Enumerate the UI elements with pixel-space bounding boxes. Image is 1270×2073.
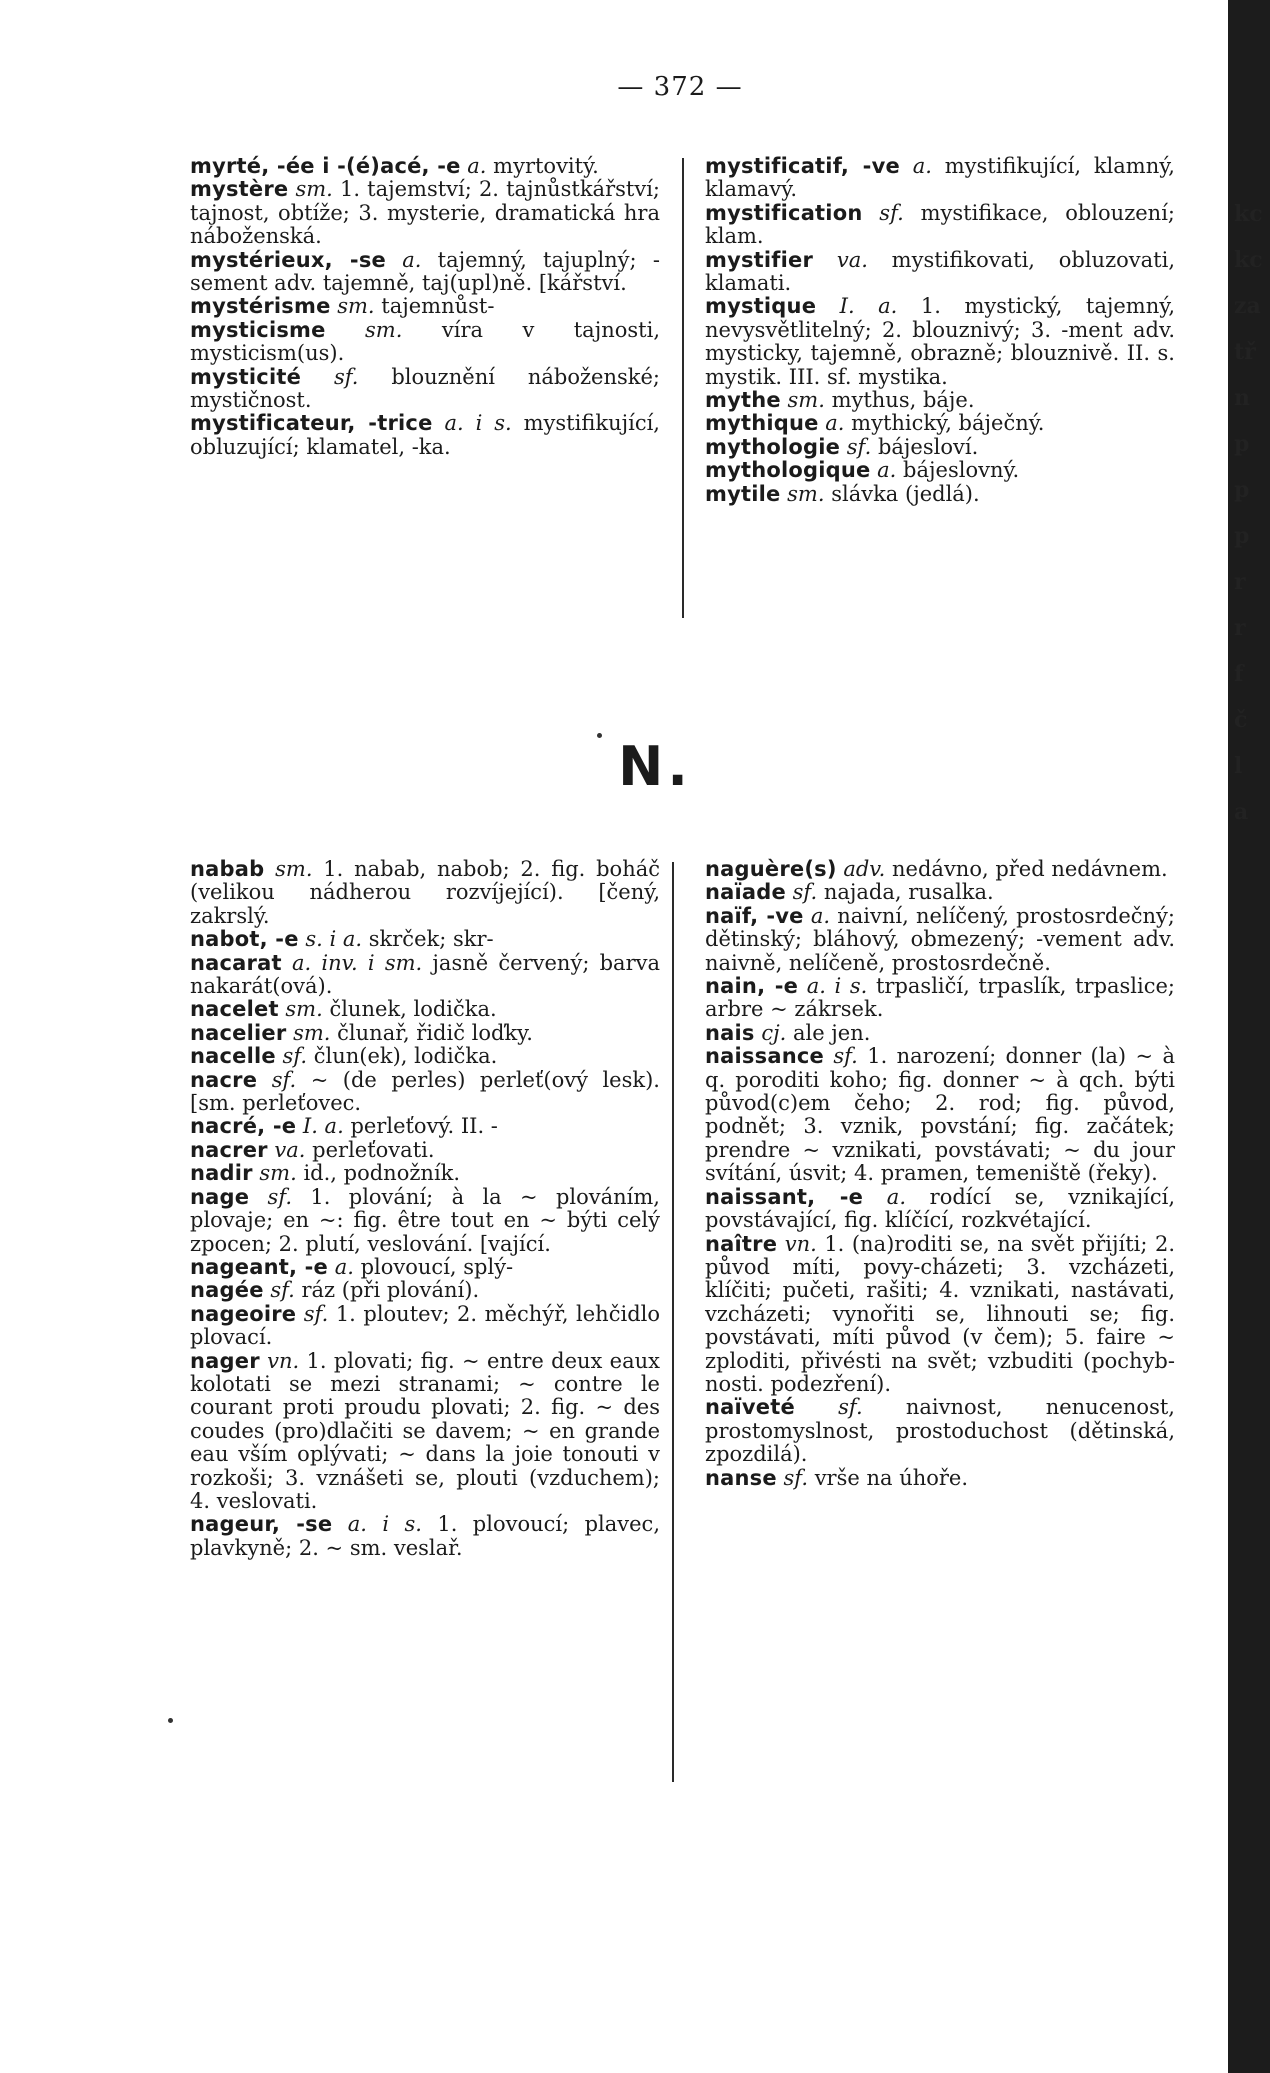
entry-definition: 1. tajemství; 2. tajnůstkářství; tajnost, obtíže; 3. mysterie, dramatická hra náboženská. xyxy=(190,177,660,249)
dictionary-entry xyxy=(190,998,660,1021)
entry-grammar: a. xyxy=(402,247,422,272)
entry-headword: mystificateur, -trice xyxy=(190,411,433,436)
entry-headword: nain, -e xyxy=(705,974,799,999)
entry-grammar: a. inv. i sm. xyxy=(291,950,423,975)
dictionary-entry xyxy=(190,155,660,178)
entry-grammar: sf. xyxy=(303,1301,329,1326)
entry-headword: mysticité xyxy=(190,364,302,389)
column-top-right xyxy=(705,155,1175,506)
entry-headword: mythologie xyxy=(705,434,841,459)
adjacent-page-fragment: l xyxy=(1234,753,1243,779)
entry-definition: mythický, báječný. xyxy=(851,411,1045,436)
print-speck xyxy=(597,733,602,738)
dictionary-entry xyxy=(190,1069,660,1116)
dictionary-entry xyxy=(190,295,660,318)
dictionary-entry xyxy=(705,975,1175,1022)
entry-definition: blouznění náboženské; mystičnost. xyxy=(190,364,660,413)
dictionary-entry xyxy=(190,1350,660,1514)
entry-headword: mystificatif, -ve xyxy=(705,154,900,178)
entry-definition: 1. (na)roditi se, na svět přijíti; 2. původ míti, povy-cházeti; 3. vzcházeti, klíčiti; pučeti, rašiti; 4. vznikati, nastávati, vzcházeti; vynořiti se, lihnouti se; fig. povstávati, míti původ (v čem); 5. faire ~ zploditi, přivésti na svět; vzbuditi (pochybnosti. podezření). xyxy=(705,1231,1176,1396)
entry-grammar: sm. xyxy=(787,388,825,413)
entry-definition: id., podnožník. xyxy=(303,1161,461,1186)
entry-grammar: sf. xyxy=(783,1465,808,1490)
entry-headword: naissance xyxy=(705,1044,824,1069)
dictionary-entry xyxy=(190,1162,660,1185)
adjacent-page-fragment: r xyxy=(1234,569,1246,595)
adjacent-page-fragment: tř xyxy=(1234,339,1256,365)
entry-definition: 1. nabab, nabob; 2. fig. boháč (velikou nádherou rozvíjející). [čený, zakrslý. xyxy=(190,857,660,928)
entry-headword: nacrer xyxy=(190,1137,268,1162)
entry-headword: nacelier xyxy=(190,1020,287,1045)
entry-grammar: cj. xyxy=(761,1020,787,1045)
entry-headword: nanse xyxy=(705,1465,777,1490)
entry-headword: mystique xyxy=(705,294,817,319)
entry-definition: člunek, lodička. xyxy=(329,997,497,1022)
entry-headword: mysticisme xyxy=(190,317,326,342)
entry-headword: mythe xyxy=(705,388,781,413)
entry-grammar: a. i s. xyxy=(806,974,868,999)
entry-headword: naissant, -e xyxy=(705,1184,864,1209)
entry-grammar: sf. xyxy=(792,880,818,905)
dictionary-entry xyxy=(190,1513,660,1560)
entry-grammar: sm. xyxy=(275,857,313,881)
entry-headword: nadir xyxy=(190,1161,253,1186)
dictionary-entry xyxy=(190,1022,660,1045)
entry-grammar: sf. xyxy=(846,434,872,459)
entry-definition: ráz (při plování). xyxy=(301,1278,480,1303)
dictionary-entry xyxy=(190,249,660,296)
dictionary-entry xyxy=(190,412,660,459)
entry-headword: nais xyxy=(705,1020,755,1045)
entry-headword: naïveté xyxy=(705,1395,795,1420)
entry-grammar: sm. xyxy=(365,317,403,342)
entry-grammar: a. xyxy=(877,458,897,483)
dictionary-entry xyxy=(705,295,1175,389)
adjacent-page-fragment: za xyxy=(1234,293,1261,319)
entry-definition: 1. ploutev; 2. měchýř, lehčidlo plovací. xyxy=(190,1301,660,1350)
dictionary-entry xyxy=(705,1233,1175,1397)
entry-grammar: sf. xyxy=(267,1184,293,1209)
entry-definition: plovoucí, splý- xyxy=(360,1254,514,1279)
section-letter: N. xyxy=(618,735,692,798)
adjacent-page-fragment: č xyxy=(1234,707,1248,733)
entry-definition: slávka (jedlá). xyxy=(831,481,980,506)
entry-headword: nabot, -e xyxy=(190,927,299,952)
entry-definition: jasně červený; barva nakarát(ová). xyxy=(190,950,660,999)
dictionary-entry xyxy=(705,436,1175,459)
dictionary-entry xyxy=(705,1022,1175,1045)
entry-headword: mythologique xyxy=(705,458,871,483)
entry-headword: nager xyxy=(190,1348,260,1373)
entry-definition: naivní, nelíčený, prostosrdečný; dětinský; bláhový, obmezený; -vement adv. naivně, nelíčeně, prostosrdečně. xyxy=(705,903,1175,975)
dictionary-entry xyxy=(705,249,1175,296)
entry-grammar: sm. xyxy=(285,997,323,1022)
column-bottom-left xyxy=(190,858,660,1560)
adjacent-page-fragment: a xyxy=(1234,799,1249,825)
entry-headword: nacelet xyxy=(190,997,279,1022)
entry-definition: myrtovitý. xyxy=(493,154,599,178)
entry-headword: nage xyxy=(190,1184,250,1209)
adjacent-page-fragment: r xyxy=(1234,615,1246,641)
entry-headword: nacarat xyxy=(190,950,282,975)
entry-definition: člun(ek), lodička. xyxy=(313,1044,498,1069)
entry-definition: mystifikovati, obluzovati, klamati. xyxy=(705,247,1175,296)
entry-definition: trpasličí, trpaslík, trpaslice; arbre ~ zákrsek. xyxy=(705,974,1176,1022)
entry-headword: nacré, -e xyxy=(190,1114,297,1139)
dictionary-entry xyxy=(705,202,1175,249)
dictionary-entry xyxy=(190,952,660,999)
entry-grammar: va. xyxy=(274,1137,306,1162)
entry-headword: nagée xyxy=(190,1278,264,1303)
entry-definition: 1. plování; à la ~ plováním, plovaje; en ~: fig. être tout en ~ býti celý zpocen; 2. plutí, veslování. [vající. xyxy=(190,1184,660,1256)
entry-grammar: sf. xyxy=(833,1044,858,1069)
dictionary-entry xyxy=(190,1303,660,1350)
entry-definition: bájeslovný. xyxy=(903,458,1020,483)
entry-definition: vrše na úhoře. xyxy=(814,1465,969,1490)
entry-definition: najada, rusalka. xyxy=(823,880,994,905)
entry-definition: 1. plovati; fig. ~ entre deux eaux kolotati se mezi stranami; ~ contre le courant proti proudu plovati; 2. fig. ~ des coudes (pro)dlačiti se davem; ~ en grande eau vším oplývati; ~ dans la joie tonouti v rozkoši; 3. vznášeti se, plouti (vzduchem); 4. veslovati. xyxy=(190,1348,660,1513)
entry-definition: rodící se, vznikající, povstávající, fig. klíčící, rozkvétající. xyxy=(705,1184,1175,1233)
entry-grammar: sf. xyxy=(838,1395,863,1420)
entry-definition: ale jen. xyxy=(792,1020,871,1045)
adjacent-page-fragment: p xyxy=(1234,477,1250,503)
entry-grammar: sm. xyxy=(259,1161,297,1186)
entry-headword: naïade xyxy=(705,880,786,905)
entry-grammar: sf. xyxy=(270,1278,295,1303)
dictionary-entry xyxy=(190,858,660,928)
dictionary-entry xyxy=(705,155,1175,202)
entry-definition: mythus, báje. xyxy=(831,388,975,413)
entry-headword: naguère(s) xyxy=(705,857,837,881)
dictionary-entry xyxy=(705,389,1175,412)
page-number: — 372 — xyxy=(617,72,743,102)
adjacent-page-fragment: kc xyxy=(1234,247,1263,273)
entry-definition: 1. plovoucí; plavec, plavkyně; 2. ~ sm. veslař. xyxy=(190,1512,660,1560)
entry-definition: ~ (de perles) perleť(ový lesk). [sm. perleťovec. xyxy=(190,1067,660,1116)
dictionary-entry xyxy=(190,366,660,413)
dictionary-entry xyxy=(190,928,660,951)
dictionary-entry xyxy=(190,1115,660,1138)
dictionary-entry xyxy=(190,1139,660,1162)
entry-grammar: a. xyxy=(810,903,831,928)
dictionary-entry xyxy=(705,1467,1175,1490)
entry-grammar: a. xyxy=(334,1254,354,1279)
column-bottom-right xyxy=(705,858,1175,1490)
entry-headword: mystère xyxy=(190,177,289,202)
entry-definition: 1. narození; donner (la) ~ à q. poroditi koho; fig. donner ~ à qch. býti původ(c)em čeho; 2. rod; fig. původ, podnět; 3. vznik, povstání; fig. začátek; prendre ~ vznikati, povstávati; ~ du jour svítání, úsvit; 4. pramen, temeniště (řeky). xyxy=(705,1044,1175,1186)
dictionary-entry xyxy=(705,905,1175,975)
dictionary-entry xyxy=(190,1045,660,1068)
entry-grammar: s. i a. xyxy=(305,927,363,952)
entry-definition: mystifikující, klamný, klamavý. xyxy=(705,154,1175,202)
entry-grammar: sf. xyxy=(271,1067,297,1092)
dictionary-entry xyxy=(705,459,1175,482)
entry-grammar: sf. xyxy=(879,200,904,225)
entry-headword: mystifier xyxy=(705,247,814,272)
entry-headword: myrté, -ée i -(é)acé, -e xyxy=(190,154,461,178)
entry-definition: 1. mystický, tajemný, nevysvětlitelný; 2. blouznivý; 3. -ment adv. mysticky, tajemně, obrazně; blouznivě. II. s. mystik. III. sf. mystika. xyxy=(705,294,1175,389)
dictionary-entry xyxy=(190,178,660,248)
adjacent-page-fragment: f xyxy=(1234,661,1244,687)
entry-definition: skrček; skr- xyxy=(368,927,494,952)
entry-headword: nageur, -se xyxy=(190,1512,333,1537)
column-top-left xyxy=(190,155,660,459)
entry-headword: mythique xyxy=(705,411,819,436)
entry-definition: tajemnůst- xyxy=(381,294,495,319)
entry-grammar: a. i s. xyxy=(347,1512,422,1537)
entry-definition: člunař, řidič loďky. xyxy=(337,1020,533,1045)
entry-headword: nacelle xyxy=(190,1044,276,1069)
entry-definition: mystifikující, obluzující; klamatel, -ka. xyxy=(190,411,660,459)
entry-grammar: sm. xyxy=(787,481,825,506)
entry-definition: tajemný, tajuplný; -sement adv. tajemně, taj(upl)ně. [kářství. xyxy=(190,247,660,296)
entry-definition: naivnost, nenucenost, prostomyslnost, prostoduchost (dětinská, zpozdilá). xyxy=(705,1395,1175,1467)
adjacent-page-fragment: p xyxy=(1234,523,1250,549)
entry-headword: nacre xyxy=(190,1067,258,1092)
adjacent-page-fragment: kc xyxy=(1234,201,1263,227)
dictionary-entry xyxy=(705,1186,1175,1233)
entry-grammar: sm. xyxy=(293,1020,331,1045)
entry-headword: naïf, -ve xyxy=(705,903,804,928)
entry-grammar: vn. xyxy=(784,1231,817,1256)
entry-definition: perleťový. II. - xyxy=(350,1114,498,1139)
adjacent-page-fragments xyxy=(1234,200,1264,844)
entry-grammar: adv. xyxy=(843,857,886,881)
dictionary-entry xyxy=(190,319,660,366)
entry-headword: naître xyxy=(705,1231,778,1256)
dictionary-entry xyxy=(705,1045,1175,1185)
dictionary-entry xyxy=(705,483,1175,506)
dictionary-entry xyxy=(705,1396,1175,1466)
column-divider-bottom xyxy=(672,862,674,1782)
entry-definition: perleťovati. xyxy=(312,1137,435,1162)
entry-headword: mystification xyxy=(705,200,863,225)
entry-grammar: a. xyxy=(886,1184,906,1209)
entry-grammar: sf. xyxy=(333,364,359,389)
entry-headword: nageoire xyxy=(190,1301,297,1326)
entry-headword: nageant, -e xyxy=(190,1254,329,1279)
dictionary-entry xyxy=(190,1186,660,1256)
dictionary-entry xyxy=(705,881,1175,904)
entry-grammar: I. a. xyxy=(839,294,898,319)
dictionary-entry xyxy=(190,1256,660,1279)
entry-headword: nabab xyxy=(190,857,265,881)
dictionary-entry xyxy=(705,858,1175,881)
entry-grammar: I. a. xyxy=(302,1114,344,1139)
entry-definition: mystifikace, oblouzení; klam. xyxy=(705,200,1175,249)
entry-grammar: a. i s. xyxy=(444,411,512,436)
entry-grammar: vn. xyxy=(267,1348,300,1373)
entry-definition: bájesloví. xyxy=(877,434,979,459)
column-divider-top xyxy=(682,158,684,618)
entry-grammar: sm. xyxy=(337,294,375,319)
entry-headword: mystérieux, -se xyxy=(190,247,386,272)
entry-headword: mystérisme xyxy=(190,294,331,319)
entry-grammar: va. xyxy=(836,247,868,272)
dictionary-entry xyxy=(190,1279,660,1302)
entry-grammar: sf. xyxy=(282,1044,308,1069)
entry-grammar: a. xyxy=(912,154,932,178)
entry-grammar: sm. xyxy=(295,177,333,202)
print-speck xyxy=(168,1718,173,1723)
entry-headword: mytile xyxy=(705,481,781,506)
entry-grammar: a. xyxy=(467,154,487,178)
dictionary-entry xyxy=(705,412,1175,435)
entry-grammar: a. xyxy=(825,411,845,436)
entry-definition: nedávno, před nedávnem. xyxy=(892,857,1168,881)
entry-definition: víra v tajnosti, mysticism(us). xyxy=(190,317,660,366)
adjacent-page-fragment: n xyxy=(1234,385,1250,411)
adjacent-page-fragment: p xyxy=(1234,431,1250,457)
